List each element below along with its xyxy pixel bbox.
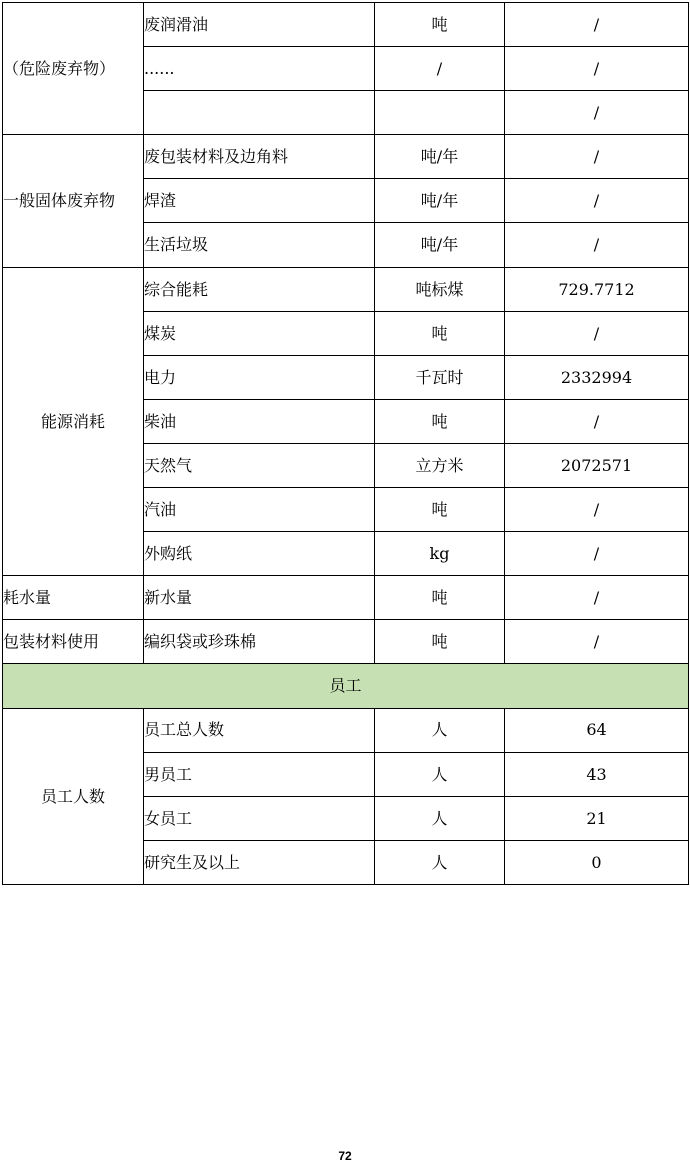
category-general-solid-waste: 一般固体废弃物	[3, 135, 144, 267]
value-cell: /	[505, 47, 689, 91]
unit-cell	[375, 91, 505, 135]
category-water-consumption: 耗水量	[3, 576, 144, 620]
table-row	[3, 620, 689, 664]
unit-cell: 人	[375, 708, 505, 752]
item-cell: 女员工	[144, 796, 375, 840]
value-cell: /	[505, 620, 689, 664]
category-packaging: 包装材料使用	[3, 620, 144, 664]
value-cell: /	[505, 576, 689, 620]
value-cell: /	[505, 311, 689, 355]
table-row	[3, 135, 689, 179]
unit-cell: /	[375, 47, 505, 91]
category-hazardous-waste: （危险废弃物）	[3, 3, 144, 135]
item-cell: 外购纸	[144, 532, 375, 576]
item-cell: 男员工	[144, 752, 375, 796]
item-cell: 天然气	[144, 443, 375, 487]
value-cell: 729.7712	[505, 267, 689, 311]
value-cell: 43	[505, 752, 689, 796]
item-cell: 柴油	[144, 399, 375, 443]
unit-cell: 吨	[375, 576, 505, 620]
section-header-staff: 员工	[3, 664, 689, 708]
unit-cell: 吨/年	[375, 135, 505, 179]
item-cell: ......	[144, 47, 375, 91]
unit-cell: 人	[375, 840, 505, 884]
category-staff-count: 员工人数	[3, 708, 144, 884]
value-cell: 2072571	[505, 443, 689, 487]
value-cell: /	[505, 488, 689, 532]
unit-cell: 人	[375, 796, 505, 840]
table-row	[3, 3, 689, 47]
item-cell	[144, 91, 375, 135]
data-table	[2, 2, 689, 885]
unit-cell: 吨	[375, 620, 505, 664]
item-cell: 编织袋或珍珠棉	[144, 620, 375, 664]
unit-cell: 吨	[375, 488, 505, 532]
item-cell: 生活垃圾	[144, 223, 375, 267]
value-cell: /	[505, 135, 689, 179]
value-cell: /	[505, 3, 689, 47]
value-cell: /	[505, 399, 689, 443]
value-cell: /	[505, 532, 689, 576]
item-cell: 新水量	[144, 576, 375, 620]
item-cell: 焊渣	[144, 179, 375, 223]
table-row	[3, 267, 689, 311]
unit-cell: 千瓦时	[375, 355, 505, 399]
section-header-row	[3, 664, 689, 708]
value-cell: /	[505, 91, 689, 135]
unit-cell: kg	[375, 532, 505, 576]
table-row	[3, 576, 689, 620]
value-cell: 0	[505, 840, 689, 884]
item-cell: 汽油	[144, 488, 375, 532]
value-cell: 64	[505, 708, 689, 752]
value-cell: 2332994	[505, 355, 689, 399]
unit-cell: 吨	[375, 399, 505, 443]
value-cell: /	[505, 223, 689, 267]
item-cell: 员工总人数	[144, 708, 375, 752]
unit-cell: 人	[375, 752, 505, 796]
item-cell: 电力	[144, 355, 375, 399]
unit-cell: 立方米	[375, 443, 505, 487]
value-cell: 21	[505, 796, 689, 840]
item-cell: 废包装材料及边角料	[144, 135, 375, 179]
unit-cell: 吨/年	[375, 179, 505, 223]
unit-cell: 吨	[375, 3, 505, 47]
category-energy-consumption: 能源消耗	[3, 267, 144, 576]
item-cell: 综合能耗	[144, 267, 375, 311]
unit-cell: 吨	[375, 311, 505, 355]
page-number: 72	[338, 1149, 352, 1163]
item-cell: 煤炭	[144, 311, 375, 355]
item-cell: 研究生及以上	[144, 840, 375, 884]
table-row	[3, 708, 689, 752]
unit-cell: 吨/年	[375, 223, 505, 267]
value-cell: /	[505, 179, 689, 223]
item-cell: 废润滑油	[144, 3, 375, 47]
unit-cell: 吨标煤	[375, 267, 505, 311]
